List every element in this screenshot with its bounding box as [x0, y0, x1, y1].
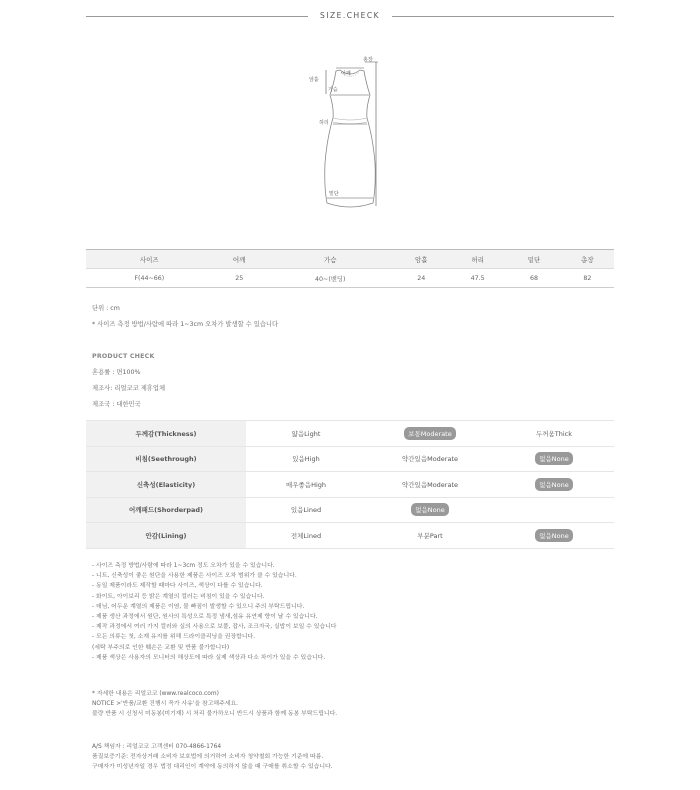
product-check-section	[92, 349, 165, 413]
selected-option-badge: 없음None	[535, 452, 573, 465]
label-armhole: 암홀	[309, 77, 319, 83]
product-check-heading: PRODUCT CHECK	[92, 353, 155, 360]
check-option: 매우좋음High	[285, 480, 327, 489]
header-divider-right	[392, 16, 614, 17]
check-option-cell	[366, 472, 494, 498]
check-option-cell	[494, 446, 614, 472]
label-chest: 가슴	[328, 87, 338, 93]
check-option-cell	[246, 472, 366, 498]
note-line: - 제품 색상은 사용자의 모니터의 해상도에 따라 실제 색상과 다소 차이가 있을 수 있습니다.	[92, 654, 326, 661]
care-notes	[92, 561, 337, 663]
size-notes	[92, 301, 278, 333]
check-option: 약간있음Moderate	[401, 455, 459, 464]
check-option: 약간있음Moderate	[401, 480, 459, 489]
check-option-cell	[366, 446, 494, 472]
note-line: - 제작 과정에서 여러 가지 컬러와 실의 사용으로 보풀, 잡사, 조크자국, 실밥이 보일 수 있습니다	[92, 624, 337, 631]
check-option: 부분Part	[417, 531, 443, 540]
section-title: SIZE.CHECK	[319, 11, 380, 20]
size-table-header-row	[86, 250, 614, 269]
selected-option-badge: 없음None	[535, 478, 573, 491]
table-cell: 40~(밴딩)	[266, 269, 395, 288]
note-line: A/S 책임자 : 리얼코코 고객센터 070-4866-1764	[92, 744, 222, 750]
check-option-cell	[494, 421, 614, 447]
note-line: - 동일 제품이라도 제작할 때마다 사이즈, 색상이 다를 수 있습니다.	[92, 583, 263, 590]
note-line: - 제품 생산 과정에서 원단, 원사의 특성으로 특정 냄새,섬유 유연제 향이 날 수 있습니다.	[92, 614, 318, 621]
column-header: 가슴	[266, 250, 395, 269]
column-header: 어깨	[213, 250, 266, 269]
table-cell: F(44~66)	[86, 269, 213, 288]
check-option-cell	[366, 497, 494, 523]
check-option-cell	[246, 497, 366, 523]
note-line: 불량 반품 시 신청서 미동봉(미기재) 시 처리 불가하오니 반드시 상품과 함께 동봉 부탁드립니다.	[92, 711, 338, 718]
note-line: NOTICE >'반품/교환 진행시 꼭가 사유'을 참고해주세요.	[92, 701, 239, 708]
column-header: 밑단	[507, 250, 560, 269]
check-option: 있음High	[292, 455, 320, 464]
check-row	[86, 446, 614, 472]
column-header: 총장	[561, 250, 614, 269]
selected-option-badge: 보통Moderate	[404, 427, 455, 440]
table-row	[86, 269, 614, 288]
check-row-label: 어깨패드(Shorderpad)	[86, 497, 246, 523]
note-line: - 사이즈 측정 방법/사람에 따라 1~3cm 정도 오차가 있을 수 있습니다.	[92, 563, 275, 569]
check-option-cell	[246, 446, 366, 472]
unit-text: 단위 : cm	[92, 305, 120, 312]
label-hem: 밑단	[329, 191, 339, 197]
check-option: 전체Lined	[290, 531, 322, 540]
check-option-cell	[494, 523, 614, 549]
check-option-cell	[494, 472, 614, 498]
table-cell: 25	[213, 269, 266, 288]
check-option-cell	[246, 421, 366, 447]
check-row	[86, 472, 614, 498]
check-option: 얇음Light	[291, 429, 321, 438]
check-option: 있음Lined	[290, 506, 322, 515]
material-text: 혼용률 : 면100%	[92, 369, 141, 376]
check-option: 두꺼움Thick	[535, 429, 573, 438]
selected-option-badge: 없음None	[535, 529, 573, 542]
table-cell: 47.5	[448, 269, 508, 288]
fabric-check-table	[86, 420, 614, 549]
selected-option-badge: 없음None	[411, 503, 449, 516]
check-option-cell	[246, 523, 366, 549]
column-header: 사이즈	[86, 250, 213, 269]
check-row-label: 안감(Lining)	[86, 523, 246, 549]
column-header: 암홀	[395, 250, 448, 269]
check-row	[86, 523, 614, 549]
note-line: - 모든 의류는 첫, 소재 유지를 위해 드라이클리닝을 권장합니다.	[92, 634, 256, 641]
table-cell: 82	[561, 269, 614, 288]
table-cell: 68	[507, 269, 560, 288]
note-line: 구매자가 미성년자일 경우 법정 대리인이 계약에 동의하지 않을 때 구매를 취소할 수 있습니다.	[92, 764, 333, 771]
check-row	[86, 421, 614, 447]
country-text: 제조국 : 대한민국	[92, 401, 141, 408]
note-line: - 화이트, 아이보리 등 밝은 계열의 컬러는 비침이 있을 수 있습니다.	[92, 593, 265, 600]
note-line: (세탁 부주의로 인한 훼손은 교환 및 반품 불가합니다)	[92, 644, 230, 651]
label-length: 총장	[363, 57, 373, 63]
label-shoulder: 어깨	[341, 71, 351, 77]
note-line: - 데님, 어두운 계열의 제품은 이염, 물 빠짐이 발생할 수 있으니 주의 부탁드립니다.	[92, 603, 305, 610]
size-check-header	[86, 10, 614, 22]
maker-text: 제조사: 리얼코코 제휴업체	[92, 385, 166, 392]
label-waist: 허리	[319, 120, 329, 126]
check-row-label: 두께감(Thickness)	[86, 421, 246, 447]
notice-notes	[92, 689, 337, 720]
check-row-label: 비침(Seethrough)	[86, 446, 246, 472]
check-option-cell	[494, 497, 614, 523]
note-line: - 니트, 신축성이 좋은 원단을 사용한 제품은 사이즈 오차 범위가 클 수 있습니다.	[92, 573, 297, 580]
size-table	[86, 249, 614, 288]
check-row	[86, 497, 614, 523]
table-cell: 24	[395, 269, 448, 288]
column-header: 허리	[448, 250, 508, 269]
check-row-label: 신축성(Elasticity)	[86, 472, 246, 498]
measure-note: * 사이즈 측정 방법/사람에 따라 1~3cm 오차가 발생할 수 있습니다	[92, 321, 279, 328]
as-notes	[92, 742, 333, 773]
dress-measurement-diagram	[300, 48, 400, 218]
check-option-cell	[366, 523, 494, 549]
dress-illustration	[300, 48, 400, 218]
note-line: 품질보증기준: 전자상거래 소비자 보호법에 의거하여 소비자 청약철회 가능한 기준에 따름.	[92, 754, 324, 761]
check-option-cell	[366, 421, 494, 447]
note-line: * 자세한 내용은 리얼코코 (www.realcoco.com)	[92, 691, 219, 697]
